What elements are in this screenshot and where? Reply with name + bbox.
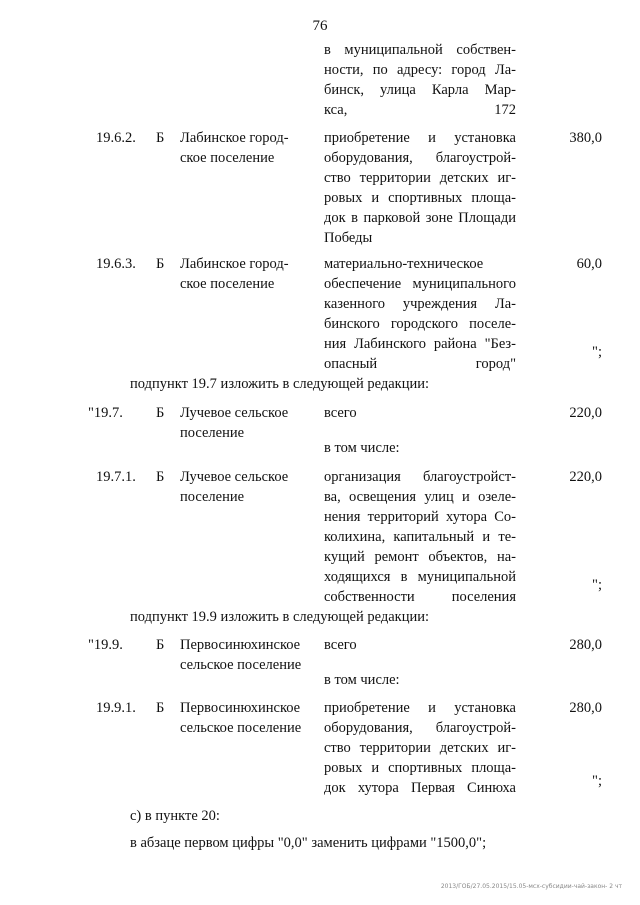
text-line: ности, по адресу: город Ла- — [324, 62, 516, 78]
row-amount: 380,0 — [569, 130, 602, 146]
text-line: приобретение и установка — [324, 700, 516, 716]
text-line: Лучевое сельское — [180, 405, 289, 421]
row-including-label: в том числе: — [324, 440, 400, 456]
row-recipient — [180, 254, 305, 294]
row-category: Б — [156, 405, 165, 421]
row-number: 19.7.1. — [96, 469, 136, 485]
text-line: Первосинюхинское — [180, 700, 301, 716]
row-recipient — [180, 128, 305, 168]
item-c-text: в абзаце первом цифры "0,0" заменить цифрами "1500,0"; — [130, 835, 487, 851]
text-line: собственности поселения — [324, 589, 516, 605]
row-number: "19.9. — [88, 637, 123, 653]
text-line: колихина, капитальный и те- — [324, 529, 516, 545]
text-line: в муниципальной собствен- — [324, 42, 516, 58]
page-number: 76 — [312, 18, 328, 34]
row-recipient — [180, 467, 305, 507]
row-amount: 280,0 — [569, 637, 602, 653]
text-line: ское поселение — [180, 276, 275, 292]
text-line: приобретение и установка — [324, 130, 516, 146]
text-line: Лучевое сельское — [180, 469, 289, 485]
footer-note: 2013/ГОБ/27.05.2015/15.05-мсх-субсидии-чай-закон- 2 чт — [440, 883, 622, 890]
text-line: бинск, улица Карла Мар- — [324, 82, 516, 98]
text-line: док в парковой зоне Площади — [324, 210, 516, 226]
text-line: нения территорий хутора Со- — [324, 509, 516, 525]
closing-quote: "; — [592, 344, 602, 360]
row-description — [324, 698, 516, 798]
text-line: Лабинское город- — [180, 130, 289, 146]
row-category: Б — [156, 637, 165, 653]
amendment-heading: подпункт 19.7 изложить в следующей редакции: — [130, 376, 430, 392]
row-category: Б — [156, 700, 165, 716]
text-line: оборудования, благоустрой- — [324, 720, 516, 736]
row-amount: 280,0 — [569, 700, 602, 716]
row-description — [324, 128, 516, 248]
text-line: обеспечение муниципального — [324, 276, 516, 292]
closing-quote: "; — [592, 577, 602, 593]
text-line: ство территории детских иг- — [324, 170, 516, 186]
row-description — [324, 467, 516, 607]
amendment-heading: подпункт 19.9 изложить в следующей редакции: — [130, 609, 430, 625]
row-recipient — [180, 635, 305, 675]
text-line: ния Лабинского района "Без- — [324, 336, 516, 352]
row-number: 19.6.2. — [96, 130, 136, 146]
text-line: опасный город" — [324, 356, 516, 372]
text-line: казенного учреждения Ла- — [324, 296, 516, 312]
row-amount: 220,0 — [569, 469, 602, 485]
continuation-text — [324, 40, 516, 120]
row-number: "19.7. — [88, 405, 123, 421]
text-line: поселение — [180, 489, 245, 505]
text-line: кса, 172 — [324, 102, 516, 118]
row-category: Б — [156, 469, 165, 485]
text-line: материально-техническое — [324, 256, 484, 272]
text-line: Первосинюхинское — [180, 637, 301, 653]
row-number: 19.6.3. — [96, 256, 136, 272]
row-category: Б — [156, 256, 165, 272]
row-description — [324, 254, 516, 374]
text-line: сельское поселение — [180, 657, 302, 673]
row-recipient — [180, 698, 305, 738]
text-line: ходящихся в муниципальной — [324, 569, 516, 585]
text-line: ва, освещения улиц и озеле- — [324, 489, 516, 505]
row-recipient — [180, 403, 305, 443]
text-line: ство территории детских иг- — [324, 740, 516, 756]
text-line: оборудования, благоустрой- — [324, 150, 516, 166]
row-total-label: всего — [324, 637, 357, 653]
closing-quote: "; — [592, 773, 602, 789]
row-including-label: в том числе: — [324, 672, 400, 688]
item-c-heading: с) в пункте 20: — [130, 808, 220, 824]
text-line: организация благоустройст- — [324, 469, 516, 485]
row-number: 19.9.1. — [96, 700, 136, 716]
text-line: кущий ремонт объектов, на- — [324, 549, 516, 565]
row-amount: 60,0 — [576, 256, 602, 272]
text-line: Победы — [324, 230, 373, 246]
text-line: Лабинское город- — [180, 256, 289, 272]
text-line: бинского городского поселе- — [324, 316, 516, 332]
text-line: поселение — [180, 425, 245, 441]
text-line: док хутора Первая Синюха — [324, 780, 516, 796]
row-total-label: всего — [324, 405, 357, 421]
text-line: сельское поселение — [180, 720, 302, 736]
row-category: Б — [156, 130, 165, 146]
row-amount: 220,0 — [569, 405, 602, 421]
text-line: ровых и спортивных площа- — [324, 760, 516, 776]
text-line: ское поселение — [180, 150, 275, 166]
text-line: ровых и спортивных площа- — [324, 190, 516, 206]
